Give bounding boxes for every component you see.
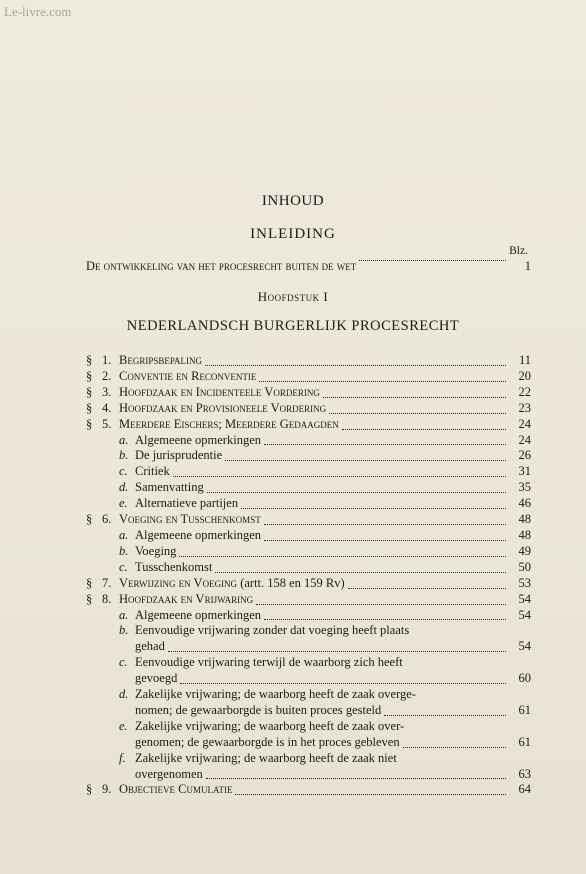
subsection-title-line1: Eenvoudige vrijwaring terwijl de waarborg zich heeft — [135, 655, 403, 670]
section-title-text: Conventie en Reconventie — [119, 368, 257, 383]
toc-subsection-row — [86, 528, 531, 544]
page-number: 22 — [518, 384, 531, 399]
section-sign: § — [86, 416, 93, 431]
subsection-letter: a. — [119, 527, 129, 542]
toc-subsection-row — [86, 544, 531, 560]
subsection-title: Samenvatting — [135, 480, 204, 495]
toc-subsection-row — [86, 448, 531, 464]
dot-leader — [215, 571, 506, 573]
toc-subsection-row — [86, 719, 531, 735]
page-number: 26 — [518, 448, 531, 463]
section-sign: § — [86, 591, 93, 606]
page-number: 48 — [518, 512, 531, 527]
subsection-title-line1: Eenvoudige vrijwaring zonder dat voeging heeft plaats — [135, 623, 410, 638]
page-number: 54 — [518, 591, 531, 606]
toc-subsection-row — [86, 655, 531, 671]
subsection-title: Critiek — [135, 464, 170, 479]
section-title-text: Hoofdzaak en Vrijwaring — [119, 591, 254, 606]
subsection-letter: f. — [119, 750, 126, 765]
subsection-title: Alternatieve partijen — [135, 496, 239, 511]
subsection-title: Algemeene opmerkingen — [135, 607, 261, 622]
chapter-title: NEDERLANDSCH BURGERLIJK PROCESRECHT — [126, 318, 460, 334]
subsection-title: Tusschenkomst — [135, 559, 213, 574]
chapter-label: Hoofdstuk I — [257, 289, 329, 304]
page-number: 61 — [518, 702, 531, 717]
page-number: 46 — [518, 496, 531, 511]
toc-section-row — [86, 417, 531, 433]
section-title — [119, 353, 202, 369]
leader-gap — [412, 635, 528, 636]
toc-subsection-row — [86, 480, 531, 496]
section-title — [119, 592, 253, 608]
subsection-letter: b. — [119, 543, 129, 558]
leader-gap — [400, 763, 528, 764]
toc-subsection-row — [86, 433, 531, 449]
section-title — [119, 512, 261, 528]
dot-leader — [173, 475, 506, 477]
dot-leader — [205, 364, 506, 366]
section-title — [119, 401, 326, 417]
page-number: 63 — [518, 766, 531, 781]
dot-leader — [264, 618, 506, 620]
section-number: 2. — [102, 368, 112, 383]
toc-subsection-continuation — [86, 639, 531, 655]
dot-leader — [241, 507, 506, 509]
dot-leader — [329, 412, 506, 414]
subsection-title-line1: Zakelijke vrijwaring; de waarborg heeft de zaak overge- — [135, 687, 417, 702]
subsection-letter: e. — [119, 718, 128, 733]
subsection-title-line2: gevoegd — [135, 671, 178, 686]
subsection-letter: c. — [119, 655, 128, 670]
dot-leader — [342, 428, 506, 430]
leader-gap — [419, 699, 528, 700]
page-number: 24 — [518, 432, 531, 447]
section-title — [119, 385, 320, 401]
subsection-title-line2: genomen; de gewaarborgde is in het proces gebleven — [135, 734, 400, 749]
dot-leader — [264, 523, 506, 525]
toc-subsection-row — [86, 751, 531, 767]
section-number: 6. — [102, 512, 112, 527]
intro-entry-label: De ontwikkeling van het procesrecht buiten de wet — [86, 259, 357, 273]
section-sign: § — [86, 384, 93, 399]
page-number: 53 — [518, 575, 531, 590]
watermark-logo: Le-livre.com — [4, 4, 72, 19]
dot-leader — [264, 443, 506, 445]
toc-section-row — [86, 353, 531, 369]
toc-subsection-row — [86, 608, 531, 624]
dot-leader — [206, 777, 506, 779]
page-number: 23 — [518, 400, 531, 415]
subsection-title: Algemeene opmerkingen — [135, 432, 261, 447]
dot-leader — [225, 459, 506, 461]
dot-leader — [235, 793, 506, 795]
subsection-letter: a. — [119, 607, 129, 622]
page-number: 54 — [518, 607, 531, 622]
subsection-title-line1: Zakelijke vrijwaring; de waarborg heeft de zaak niet — [135, 750, 397, 765]
dot-leader — [256, 603, 506, 605]
table-of-contents — [86, 353, 531, 798]
page-number: 64 — [518, 782, 531, 797]
section-title — [119, 417, 339, 433]
subsection-title-line2: overgenomen — [135, 766, 203, 781]
subsection-letter: d. — [119, 687, 129, 702]
section-number: 5. — [102, 416, 112, 431]
dot-leader — [348, 587, 506, 589]
section-number: 9. — [102, 782, 112, 797]
section-title-text: Objectieve Cumulatie — [119, 782, 233, 797]
dot-leader — [259, 380, 506, 382]
section-sign: § — [86, 368, 93, 383]
toc-subsection-row — [86, 623, 531, 639]
dot-leader — [384, 714, 506, 716]
toc-subsection-row — [86, 464, 531, 480]
subsection-title-line1: Zakelijke vrijwaring; de waarborg heeft de zaak over- — [135, 718, 405, 733]
page-number: 20 — [518, 368, 531, 383]
section-title-text: Verwijzing en Voeging — [119, 575, 238, 590]
dot-leader — [179, 555, 506, 557]
section-title-text: Begripsbepaling — [119, 353, 203, 367]
toc-section-row — [86, 369, 531, 385]
toc-section-row — [86, 512, 531, 528]
page-number: 49 — [518, 543, 531, 558]
leader-gap — [407, 731, 528, 732]
dot-leader — [168, 650, 506, 652]
section-sign: § — [86, 512, 93, 527]
page-number: 48 — [518, 527, 531, 542]
page-title: INHOUD — [261, 193, 325, 209]
toc-subsection-continuation — [86, 767, 531, 783]
section-sign: § — [86, 353, 93, 367]
intro-entry-page: 1 — [524, 259, 531, 273]
toc-subsection-continuation — [86, 671, 531, 687]
subsection-title: Algemeene opmerkingen — [135, 527, 261, 542]
page-number: 35 — [518, 480, 531, 495]
section-title-extra: (artt. 158 en 159 Rv) — [237, 575, 345, 590]
intro-entry — [86, 259, 531, 274]
page-number: 54 — [518, 639, 531, 654]
toc-subsection-row — [86, 560, 531, 576]
section-sign: § — [86, 782, 93, 797]
page-column-header: Blz. — [509, 245, 528, 257]
section-title — [119, 782, 232, 798]
toc-section-row — [86, 782, 531, 798]
dot-leader — [359, 259, 506, 261]
section-title-text: Meerdere Eischers; Meerdere Gedaagden — [119, 416, 339, 431]
page-number: 24 — [518, 416, 531, 431]
section-title — [119, 576, 345, 592]
section-number: 3. — [102, 384, 112, 399]
toc-subsection-continuation — [86, 735, 531, 751]
subsection-title-line2: nomen; de gewaarborgde is buiten proces gesteld — [135, 702, 382, 717]
subsection-letter: b. — [119, 448, 129, 463]
toc-section-row — [86, 592, 531, 608]
subsection-letter: b. — [119, 623, 129, 638]
dot-leader — [264, 539, 506, 541]
subsection-letter: c. — [119, 559, 128, 574]
subsection-title-line2: gehad — [135, 639, 165, 654]
subsection-letter: d. — [119, 480, 129, 495]
dot-leader — [323, 396, 506, 398]
section-number: 4. — [102, 400, 112, 415]
toc-section-row — [86, 385, 531, 401]
section-number: 7. — [102, 575, 112, 590]
page-number: 31 — [518, 464, 531, 479]
dot-leader — [180, 682, 506, 684]
toc-subsection-continuation — [86, 703, 531, 719]
subsection-letter: a. — [119, 432, 129, 447]
toc-section-row — [86, 576, 531, 592]
subsection-letter: e. — [119, 496, 128, 511]
page-number: 61 — [518, 734, 531, 749]
page-number: 60 — [518, 671, 531, 686]
leader-gap — [406, 667, 528, 668]
toc-section-row — [86, 401, 531, 417]
section-title-text: Voeging en Tusschenkomst — [119, 512, 261, 527]
subsection-title: De jurisprudentie — [135, 448, 223, 463]
dot-leader — [403, 746, 506, 748]
section-number: 1. — [102, 353, 112, 367]
section-title — [119, 369, 256, 385]
toc-subsection-row — [86, 496, 531, 512]
subsection-letter: c. — [119, 464, 128, 479]
toc-subsection-row — [86, 687, 531, 703]
section-sign: § — [86, 575, 93, 590]
subsection-title: Voeging — [135, 543, 177, 558]
section-number: 8. — [102, 591, 112, 606]
page-number: 11 — [518, 353, 531, 367]
dot-leader — [207, 491, 506, 493]
section-title-text: Hoofdzaak en Provisioneele Vordering — [119, 400, 327, 415]
section-title-text: Hoofdzaak en Incidenteele Vordering — [119, 384, 320, 399]
section-heading: INLEIDING — [250, 226, 336, 242]
page-number: 50 — [518, 559, 531, 574]
section-sign: § — [86, 400, 93, 415]
